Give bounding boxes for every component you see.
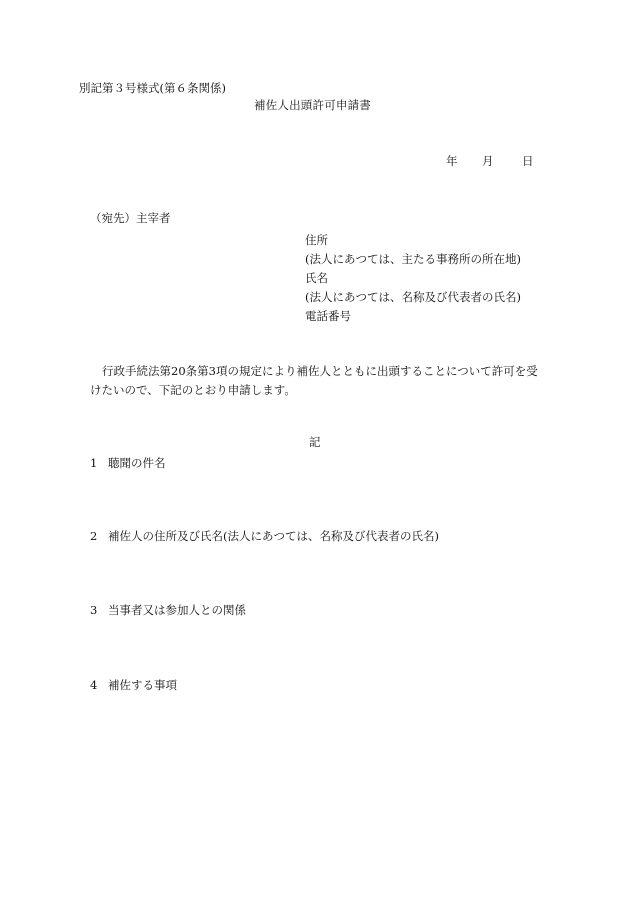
date-month-label: 月 xyxy=(482,154,494,168)
application-statement xyxy=(90,362,555,400)
statement-line-2: けたいので、下記のとおり申請します。 xyxy=(90,383,296,397)
list-item xyxy=(90,458,166,470)
applicant-address-note: (法人にあつては、主たる事務所の所在地) xyxy=(305,252,521,266)
applicant-block xyxy=(305,235,521,330)
item-number: 3 xyxy=(90,603,98,617)
form-number: 別記第３号様式(第６条関係) xyxy=(79,81,226,95)
date-day-label: 日 xyxy=(522,154,534,168)
document-title: 補佐人出頭許可申請書 xyxy=(254,98,371,112)
item-label: 当事者又は参加人との関係 xyxy=(108,603,246,617)
list-item xyxy=(90,605,246,617)
applicant-phone-label: 電話番号 xyxy=(305,309,351,323)
item-label: 聴聞の件名 xyxy=(108,456,166,470)
ki-heading: 記 xyxy=(309,435,321,449)
item-number: 4 xyxy=(90,678,98,692)
item-label: 補佐する事項 xyxy=(108,678,177,692)
date-year-label: 年 xyxy=(446,154,458,168)
addressee: （宛先）主宰者 xyxy=(90,211,171,225)
statement-line-1: 行政手続法第20条第3項の規定により補佐人とともに出頭することについて許可を受 xyxy=(102,364,538,378)
item-number: 2 xyxy=(90,529,98,543)
item-label: 補佐人の住所及び氏名(法人にあつては、名称及び代表者の氏名) xyxy=(108,529,439,543)
list-item xyxy=(90,531,439,543)
date-line xyxy=(446,156,534,168)
applicant-name-note: (法人にあつては、名称及び代表者の氏名) xyxy=(305,290,521,304)
applicant-address-label: 住所 xyxy=(305,233,328,247)
applicant-name-label: 氏名 xyxy=(305,271,328,285)
item-number: 1 xyxy=(90,456,98,470)
list-item xyxy=(90,680,177,692)
